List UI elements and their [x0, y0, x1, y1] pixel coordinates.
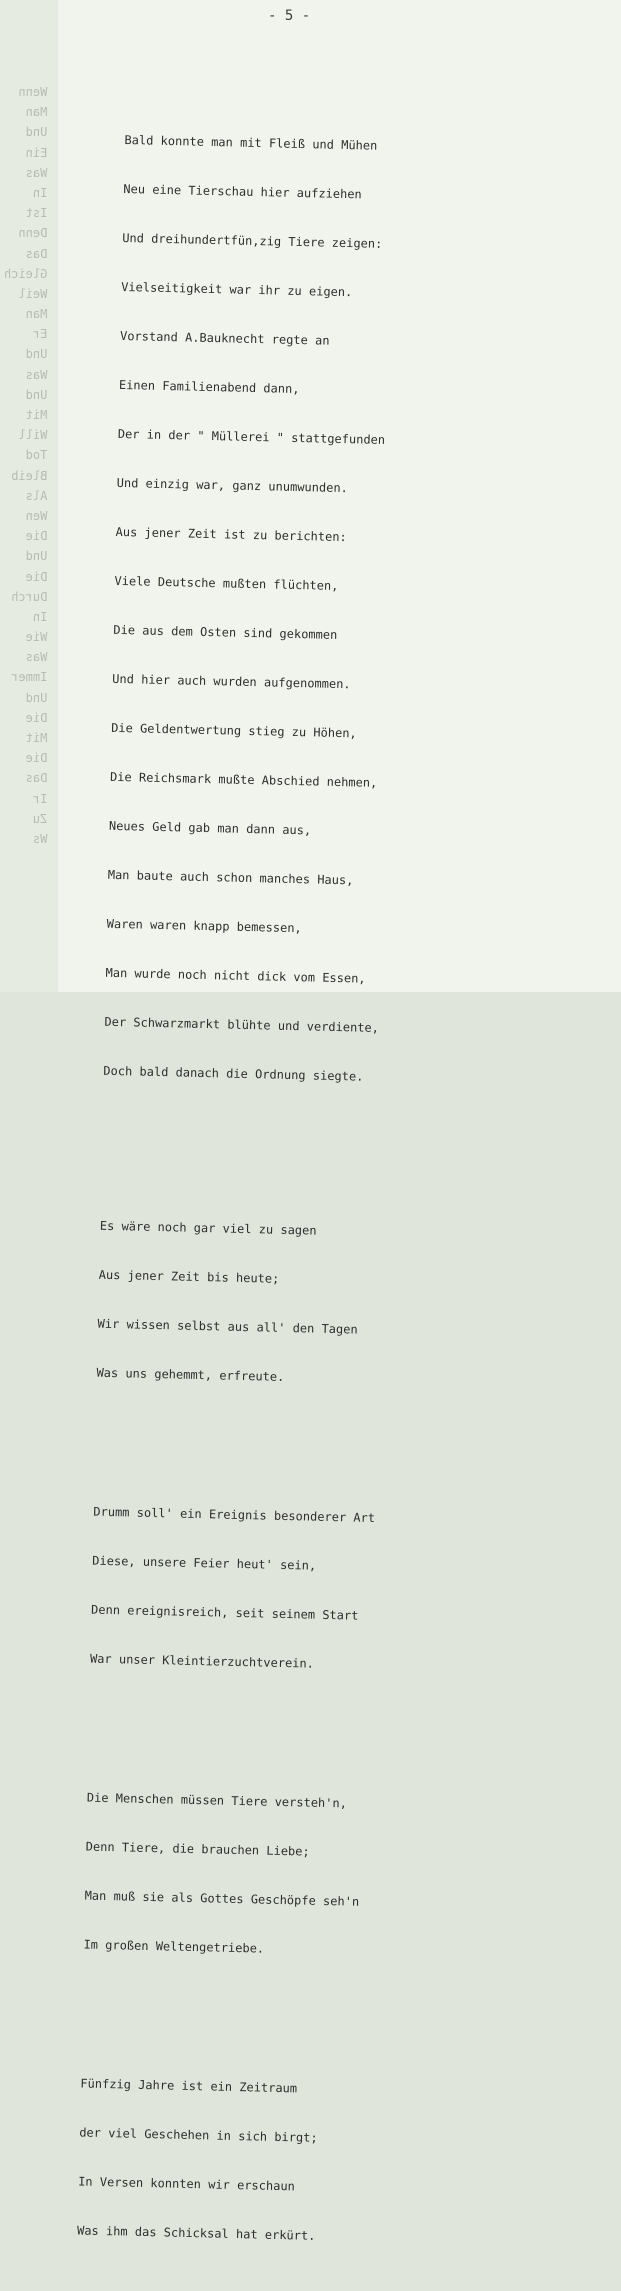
bleed-through-word: Das	[25, 771, 48, 786]
poem-line: Und dreihundertfün,zig Tiere zeigen:	[122, 230, 383, 251]
bleed-through-word: Was	[25, 650, 48, 665]
poem-line: Wir wissen selbst aus all' den Tagen	[97, 1316, 358, 1337]
bleed-through-word: Und	[25, 125, 48, 140]
poem-line: In Versen konnten wir erschaun	[78, 2174, 296, 2194]
poem-line: Was uns gehemmt, erfreute.	[96, 1365, 285, 1384]
poem-line: Man wurde noch nicht dick vom Essen,	[105, 965, 366, 986]
stanza-gap	[88, 1726, 418, 1739]
poem-line: War unser Kleintierzuchtverein.	[89, 1651, 315, 1671]
bleed-through-word: In	[32, 609, 48, 624]
bleed-through-word: Und	[25, 347, 48, 362]
poem-line: Einen Familienabend dann,	[118, 377, 300, 397]
poem-line: Vielseitigkeit war ihr zu eigen.	[121, 279, 353, 300]
bleed-through-word: Tod	[25, 448, 48, 463]
bleed-through-word: Mit	[25, 731, 48, 745]
poem-body	[76, 74, 456, 2291]
stanza-gap	[95, 1440, 425, 1453]
bleed-through-word: Ir	[32, 791, 48, 806]
bleed-through-word: Und	[25, 549, 48, 564]
poem-line: der viel Geschehen in sich birgt;	[79, 2125, 318, 2145]
poem-line: Die Menschen müssen Tiere versteh'n,	[86, 1790, 348, 1811]
poem-line: Denn Tiere, die brauchen Liebe;	[85, 1839, 310, 1859]
poem-line: Neu eine Tierschau hier aufziehen	[123, 181, 362, 202]
poem-line: Doch bald danach die Ordnung siegte.	[103, 1063, 364, 1084]
poem-line: Fünfzig Jahre ist ein Zeitraum	[80, 2076, 298, 2096]
poem-line: Der Schwarzmarkt blühte und verdiente,	[104, 1014, 380, 1035]
bleed-through-word: Man	[25, 105, 48, 120]
poem-line: Was ihm das Schicksal hat erkürt.	[76, 2223, 316, 2243]
stanza-1	[102, 102, 455, 1117]
stanza-5	[76, 2045, 411, 2276]
page-number: - 5 -	[268, 8, 311, 24]
poem-line: Und hier auch wurden aufgenommen.	[112, 671, 351, 692]
bleed-through-word: Denn	[18, 226, 48, 241]
bleed-through-word: Ist	[25, 206, 48, 221]
poem-line: Der in der " Müllerei " stattgefunden	[117, 426, 386, 447]
bleed-through-word: Die	[25, 710, 48, 725]
bleed-through-word: Mit	[25, 408, 48, 422]
bleed-through-text	[4, 82, 47, 849]
stanza-gap	[82, 2012, 412, 2025]
poem-line: Man muß sie als Gottes Geschöpfe seh'n	[84, 1888, 360, 1909]
bleed-through-word: Ein	[25, 145, 48, 160]
stanza-gap	[101, 1138, 431, 1167]
poem-line: Neues Geld gab man dann aus,	[108, 818, 312, 838]
bleed-through-word: Gleich	[4, 266, 48, 281]
poem-line: Die Reichsmark mußte Abschied nehmen,	[109, 769, 378, 790]
bleed-through-word: Er	[32, 327, 48, 342]
bleed-through-word: In	[32, 185, 48, 200]
bleed-through-word: Die	[25, 529, 48, 544]
bleed-through-word: Will	[18, 428, 48, 443]
stanza-3	[89, 1474, 424, 1705]
poem-line: Viele Deutsche mußten flüchten,	[114, 573, 339, 593]
bleed-through-word: Wenn	[18, 85, 48, 99]
bleed-through-word: Was	[25, 367, 48, 382]
poem-line: Bald konnte man mit Fleiß und Mühen	[124, 132, 378, 153]
poem-line: Und einzig war, ganz unumwunden.	[116, 475, 349, 496]
bleed-through-word: Das	[25, 246, 48, 261]
poem-line: Waren waren knapp bemessen,	[106, 916, 302, 936]
bleed-through-word: Die	[25, 751, 48, 766]
bleed-through-word: Und	[25, 690, 48, 705]
bleed-through-word: Weil	[18, 286, 48, 301]
bleed-through-word: Und	[25, 387, 48, 402]
bleed-through-word: Bleib	[11, 468, 48, 483]
bleed-through-word: Wen	[25, 508, 48, 523]
bleed-through-word: Zu	[32, 811, 48, 826]
bleed-through-word: Man	[25, 307, 48, 322]
bleed-through-word: Immer	[11, 670, 48, 685]
stanza-4	[83, 1760, 418, 1991]
poem-line: Man baute auch schon manches Haus,	[107, 867, 354, 888]
poem-line: Die aus dem Osten sind gekommen	[113, 622, 338, 642]
bleed-through-word: Ws	[32, 831, 48, 846]
poem-line: Im großen Weltengetriebe.	[83, 1937, 265, 1956]
bleed-through-word: Die	[25, 569, 48, 584]
poem-line: Vorstand A.Bauknecht regte an	[119, 328, 330, 348]
poem-line: Diese, unsere Feier heut' sein,	[92, 1553, 317, 1573]
poem-line: Die Geldentwertung stieg zu Höhen,	[111, 720, 357, 741]
stanza-2	[96, 1188, 431, 1419]
poem-line: Aus jener Zeit bis heute;	[98, 1267, 280, 1286]
bleed-through-strip	[0, 0, 58, 992]
poem-line: Aus jener Zeit ist zu berichten:	[115, 524, 347, 545]
poem-line: Es wäre noch gar viel zu sagen	[99, 1218, 317, 1238]
poem-line: Denn ereignisreich, seit seinem Start	[90, 1602, 359, 1623]
bleed-through-word: Was	[25, 165, 48, 180]
poem-line: Drumm soll' ein Ereignis besonderer Art	[93, 1504, 376, 1526]
bleed-through-word: Wie	[25, 630, 48, 645]
bleed-through-word: Durch	[11, 589, 48, 604]
bleed-through-word: Als	[25, 488, 48, 503]
